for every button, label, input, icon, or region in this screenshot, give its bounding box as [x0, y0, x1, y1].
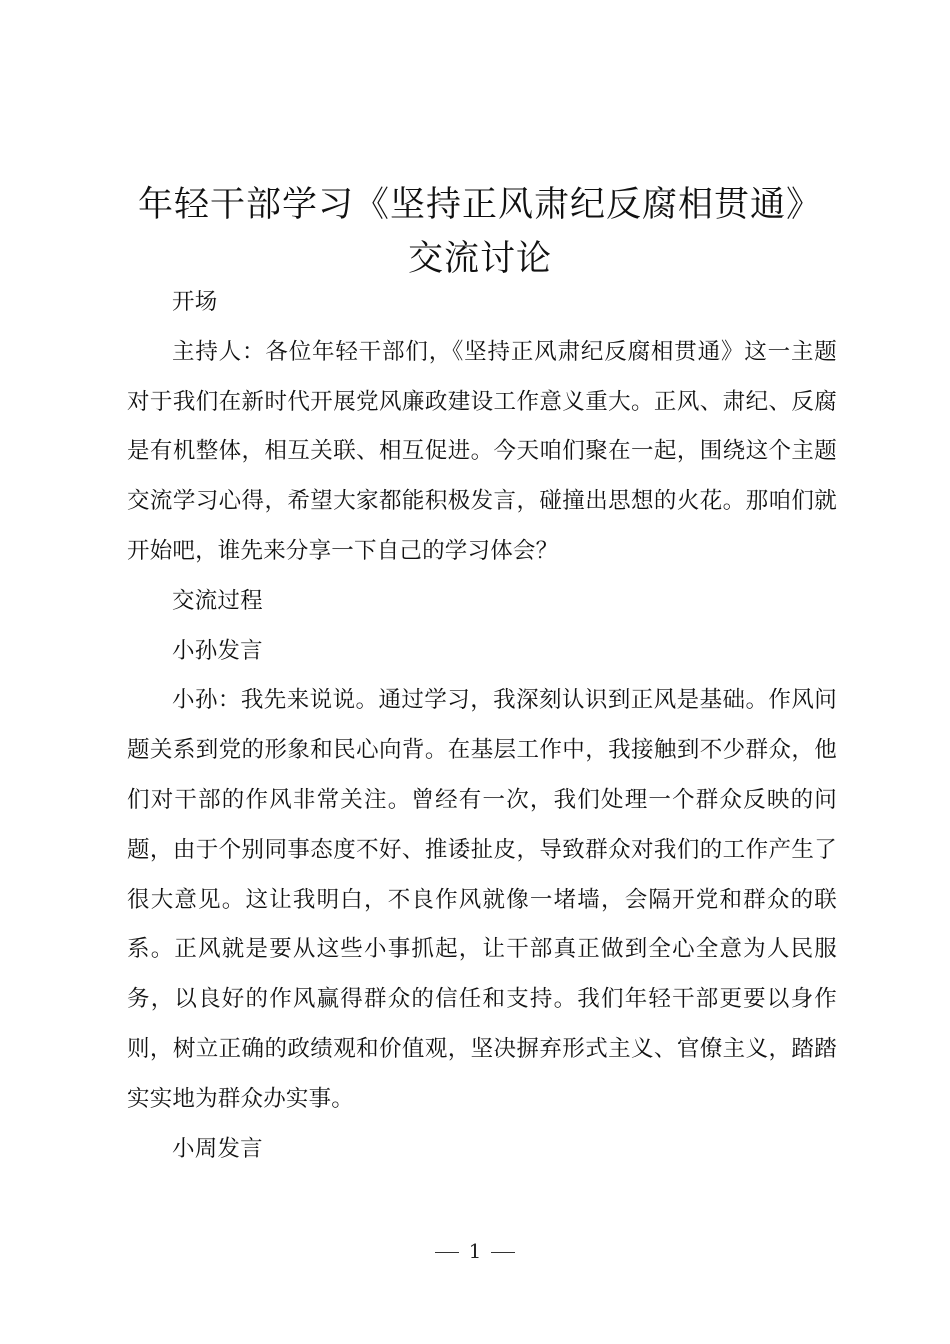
footer-dash-right [491, 1252, 515, 1253]
document-title: 年轻干部学习《坚持正风肃纪反腐相贯通》交流讨论 [137, 185, 822, 279]
section-heading-exchange: 交流过程 [172, 587, 263, 614]
page-footer [0, 1236, 950, 1266]
speaker-heading-xiaosun: 小孙发言 [172, 637, 263, 664]
section-heading-opening: 开场 [172, 289, 218, 315]
xiaosun-paragraph: 小孙：我先来说说。通过学习，我深刻认识到正风是基础。作风问题关系到党的形象和民心向背。在基层工作中，我接触到不少群众，他们对干部的作风非常关注。曾经有一次，我们处理一个群众反映的问题，由于个别同事态度不好、推诿扯皮，导致群众对我们的工作产生了很大意见。这让我明白，不良作风就像一堵墙，会隔开党和群众的联系。正风就是要从这些小事抓起，让干部真正做到全心全意为人民服务，以良好的作风赢得群众的信任和支持。我们年轻干部更要以身作则，树立正确的政绩观和价值观，坚决摒弃形式主义、官僚主义，踏踏实实地为群众办实事。 [127, 687, 837, 1112]
document-body [127, 278, 837, 1174]
speaker-heading-xiaozhou: 小周发言 [172, 1135, 263, 1162]
page-number: 1 [468, 1239, 482, 1263]
footer-dash-left [435, 1252, 459, 1253]
host-paragraph: 主持人：各位年轻干部们，《坚持正风肃纪反腐相贯通》这一主题对于我们在新时代开展党风廉政建设工作意义重大。正风、肃纪、反腐是有机整体，相互关联、相互促进。今天咱们聚在一起，围绕这个主题交流学习心得，希望大家都能积极发言，碰撞出思想的火花。那咱们就开始吧，谁先来分享一下自己的学习体会？ [127, 338, 837, 564]
